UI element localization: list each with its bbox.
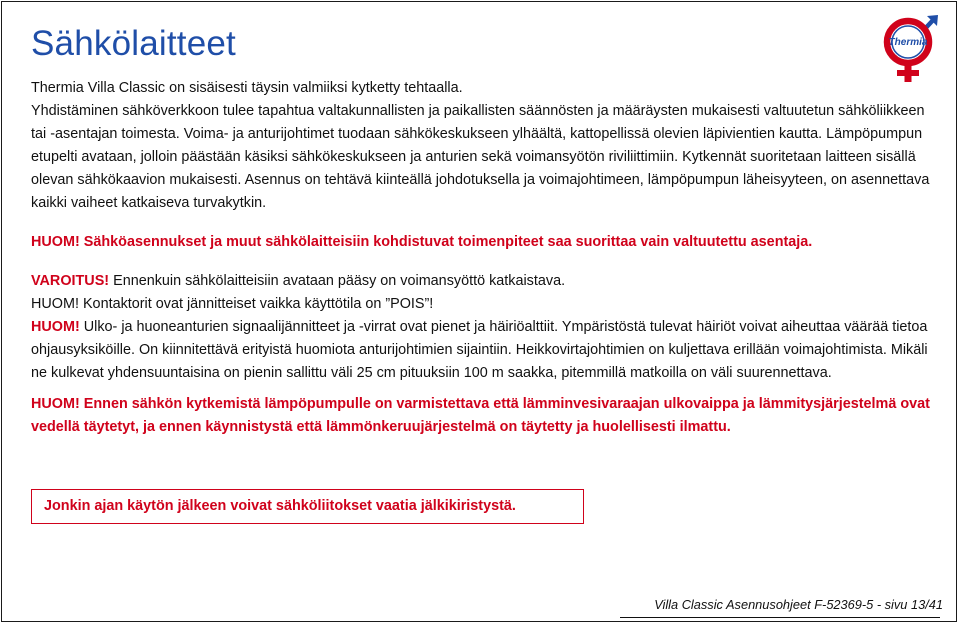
fill-system-label: HUOM! bbox=[31, 396, 80, 412]
page-title: Sähkölaitteet bbox=[31, 24, 236, 63]
sensor-note-text: Ulko- ja huoneanturien signaalijännitteet ja -virrat ovat pienet ja häiriöalttiit. Ympäristöstä tulevat häiriöt voivat aiheuttaa väärää tietoa ohjausyksiköille. On kiinnitettävä erityistä huomiota anturijohtimien sijaintiin. Heikkovirtajohtimien on kuljettava erillään voimajohtimista. Mikäli ne kulkevat yhdensuuntaisina on pienin sallittu väli 25 cm pituuksiin 100 m saakka, pitemmillä matkoilla on väli suurennettava. bbox=[31, 319, 928, 381]
sensor-note-label: HUOM! bbox=[31, 319, 80, 335]
intro-paragraph-1: Thermia Villa Classic on sisäisesti täysin valmiiksi kytketty tehtaalla. bbox=[31, 80, 463, 96]
thermia-logo-icon bbox=[878, 12, 942, 84]
warning-label: VAROITUS! bbox=[31, 273, 110, 289]
warning-paragraph bbox=[31, 270, 936, 293]
fill-system-note bbox=[31, 393, 936, 439]
fill-system-text: Ennen sähkön kytkemistä lämpöpumpulle on varmistettava että lämminvesivaraajan ulkovaippa ja lämmitysjärjestelmä ovat vedellä täytetyt, ja ennen käynnistystä että lämmönkeruujärjestelmä on täytetty ja huolellisesti ilmattu. bbox=[31, 396, 930, 435]
retighten-connections-note: Jonkin ajan käytön jälkeen voivat sähköliitokset vaatia jälkikiristystä. bbox=[31, 489, 584, 524]
intro-paragraph-2: Yhdistäminen sähköverkkoon tulee tapahtua valtakunnallisten ja paikallisten säännösten ja määräysten mukaisesti valtuutetun sähköliikkeen tai -asentajan toimesta. Voima- ja anturijohtimet tuodaan sähkökeskukseen ylhäältä, kattopellissä olevien läpivientien kautta. Lämpöpumpun etupelti avataan, jolloin päästään käsiksi sähkökeskukseen ja anturien sekä voimansyötön riviliittimiin. Kytkennät suoritetaan laitteen sisällä olevan sähkökaavion mukaisesti. Asennus on tehtävä kiinteällä johdotuksella ja voimajohtimeen, lämpöpumpun läheisyyteen, on asennettava kaikki vaiheet katkaiseva turvakytkin. bbox=[31, 103, 930, 211]
warning-text: Ennenkuin sähkölaitteisiin avataan pääsy on voimansyöttö katkaistava. bbox=[109, 273, 566, 289]
contactor-note: HUOM! Kontaktorit ovat jännitteiset vaikka käyttötila on ”POIS”! bbox=[31, 296, 434, 312]
sensor-note bbox=[31, 316, 936, 385]
notice-authorized-installer: HUOM! Sähköasennukset ja muut sähkölaitteisiin kohdistuvat toimenpiteet saa suorittaa vain valtuutettu asentaja. bbox=[31, 234, 813, 250]
page-footer: Villa Classic Asennusohjeet F-52369-5 - sivu 13/41 bbox=[654, 597, 943, 612]
logo-text: Thermia bbox=[888, 37, 928, 48]
footer-rule bbox=[620, 617, 940, 618]
document-body bbox=[31, 77, 936, 439]
